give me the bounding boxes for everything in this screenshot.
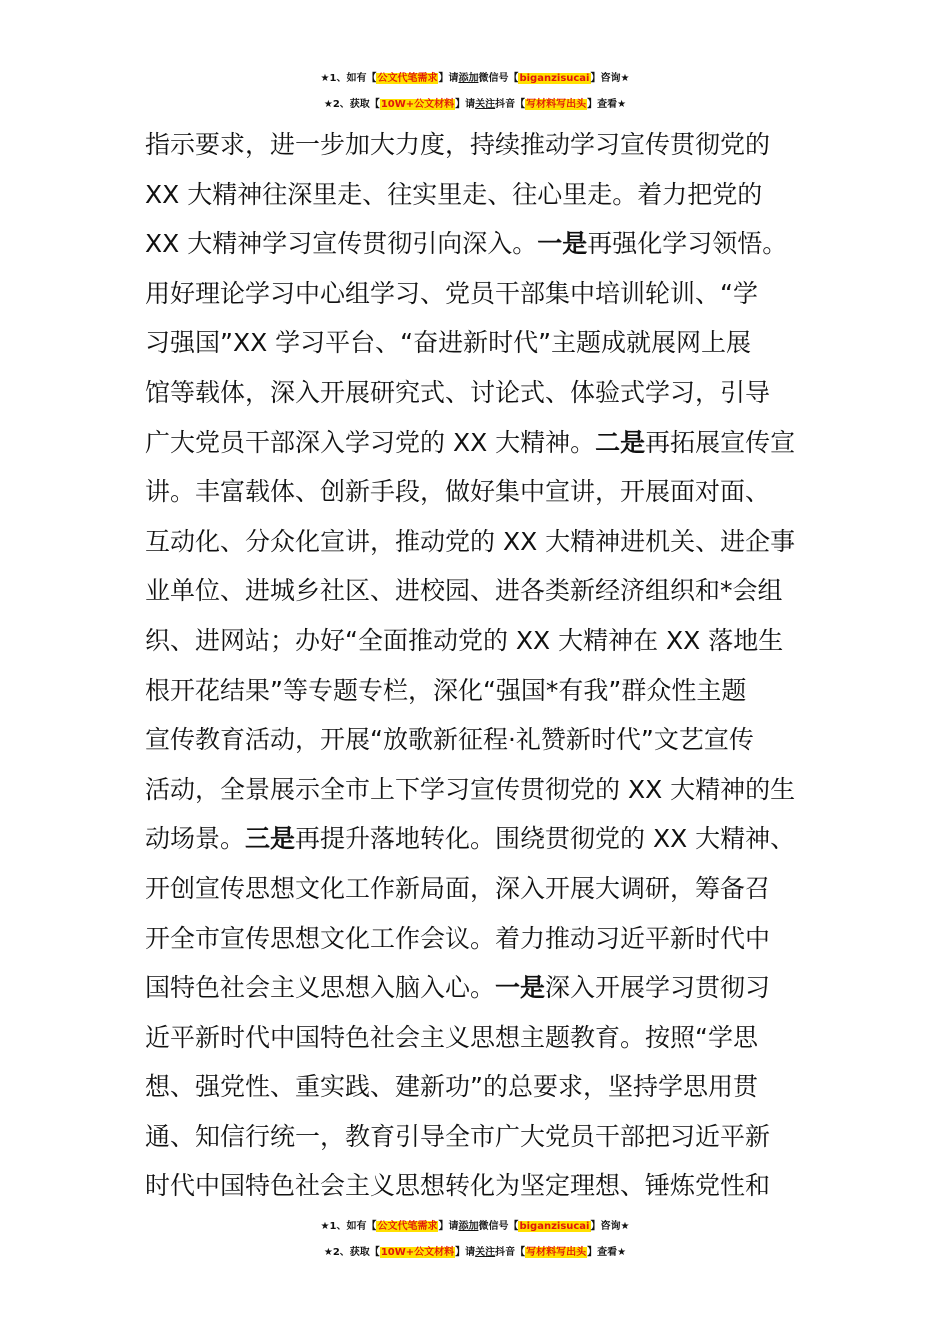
text-line: 广大党员干部深入学习党的 XX 大精神。二是再拓展宣传宣 [145, 427, 796, 457]
highlight-ghostwriting: 公文代笔需求 [377, 73, 438, 84]
text-line: 织、进网站；办好“全面推动党的 XX 大精神在 XX 落地生 [145, 625, 784, 655]
text-line: 国特色社会主义思想入脑入心。一是深入开展学习贯彻习 [145, 973, 771, 1003]
document-body [145, 120, 810, 1211]
banner-line-1: ★1、如有【公文代笔需求】请添加微信号【biganzisucai】咨询★ [320, 73, 630, 84]
text-line: 互动化、分众化宣讲，推动党的 XX 大精神进机关、进企事 [145, 526, 796, 556]
emphasis-marker: 二是 [595, 427, 646, 457]
text-line: 开创宣传思想文化工作新局面，深入开展大调研，筹备召 [145, 873, 771, 903]
text-line: 时代中国特色社会主义思想转化为坚定理想、锤炼党性和 [145, 1171, 771, 1201]
text-line: 宣传教育活动，开展“放歌新征程·礼赞新时代”文艺宣传 [145, 725, 754, 755]
text-line: 开全市宣传思想文化工作会议。着力推动习近平新时代中 [145, 923, 771, 953]
banner-line-2: ★2、获取【10W+公文材料】请关注抖音【写材料写出头】查看★ [323, 99, 627, 110]
emphasis-marker: 一是 [495, 973, 546, 1003]
text-line: 通、知信行统一，教育引导全市广大党员干部把习近平新 [145, 1121, 771, 1151]
footer-banner [0, 1214, 950, 1266]
text-line: 馆等载体，深入开展研究式、讨论式、体验式学习，引导 [145, 377, 771, 407]
text-line: XX 大精神往深里走、往实里走、往心里走。着力把党的 [145, 179, 763, 209]
highlight-douyin-account: 写材料写出头 [526, 1247, 587, 1258]
highlight-ghostwriting: 公文代笔需求 [377, 1221, 438, 1232]
text-line: 活动，全景展示全市上下学习宣传贯彻党的 XX 大精神的生 [145, 774, 796, 804]
text-line: XX 大精神学习宣传贯彻引向深入。一是再强化学习领悟。 [145, 229, 788, 259]
emphasis-marker: 三是 [245, 824, 296, 854]
header-banner [0, 66, 950, 118]
footer-banner-line-1: ★1、如有【公文代笔需求】请添加微信号【biganzisucai】咨询★ [320, 1221, 630, 1232]
highlight-materials: 10W+公文材料 [380, 1247, 455, 1258]
text-line: 用好理论学习中心组学习、党员干部集中培训轮训、“学 [145, 278, 758, 308]
emphasis-marker: 一是 [537, 229, 588, 259]
text-line: 想、强党性、重实践、建新功”的总要求，坚持学思用贯 [145, 1072, 758, 1102]
text-line: 根开花结果”等专题专栏，深化“强国*有我”群众性主题 [145, 675, 747, 705]
highlight-douyin-account: 写材料写出头 [526, 99, 587, 110]
highlight-wechat-id: biganzisucai [519, 1221, 590, 1232]
footer-banner-line-2: ★2、获取【10W+公文材料】请关注抖音【写材料写出头】查看★ [323, 1247, 627, 1258]
text-line: 动场景。三是再提升落地转化。围绕贯彻党的 XX 大精神、 [145, 824, 796, 854]
highlight-materials: 10W+公文材料 [380, 99, 455, 110]
text-line: 讲。丰富载体、创新手段，做好集中宣讲，开展面对面、 [145, 477, 771, 507]
text-line: 习强国”XX 学习平台、“奋进新时代”主题成就展网上展 [145, 328, 752, 358]
text-line: 近平新时代中国特色社会主义思想主题教育。按照“学思 [145, 1022, 758, 1052]
highlight-wechat-id: biganzisucai [519, 73, 590, 84]
text-line: 业单位、进城乡社区、进校园、进各类新经济组织和*会组 [145, 576, 783, 606]
text-line: 指示要求，进一步加大力度，持续推动学习宣传贯彻党的 [145, 130, 771, 159]
